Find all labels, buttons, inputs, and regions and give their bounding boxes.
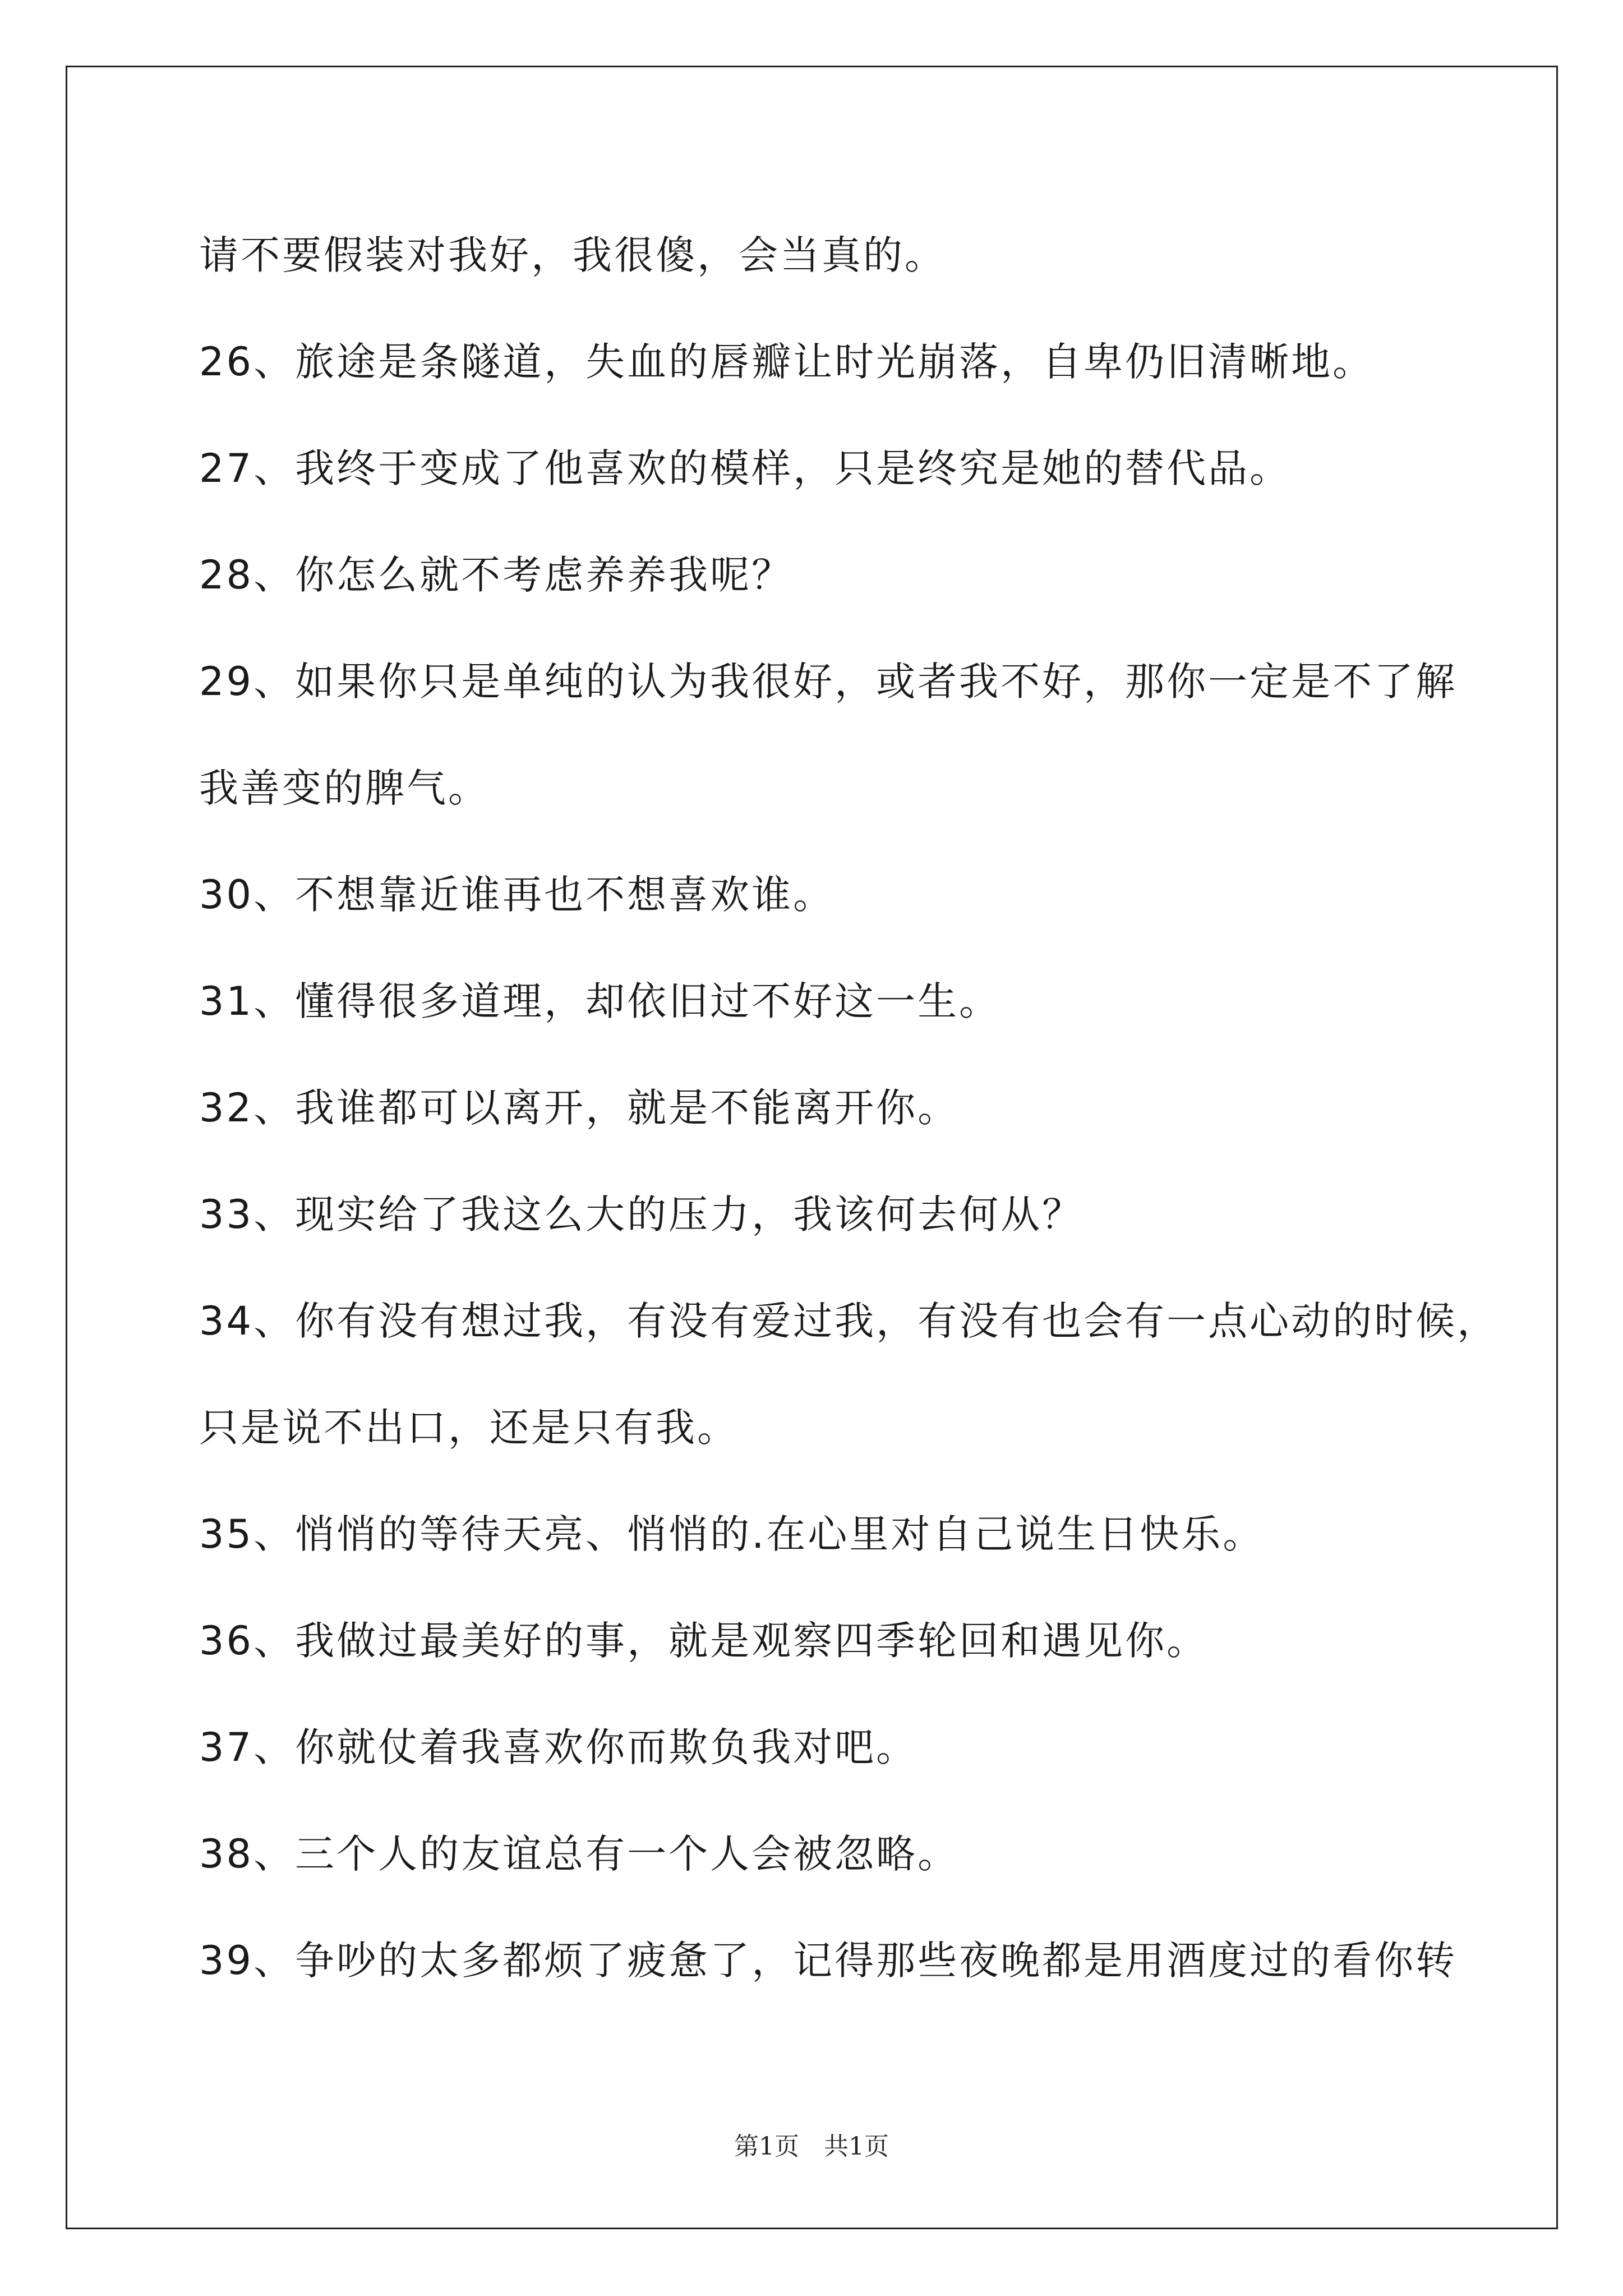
text-line: 36、我做过最美好的事，就是观察四季轮回和遇见你。 bbox=[199, 1618, 1209, 1664]
text-line: 26、旅途是条隧道，失血的唇瓣让时光崩落，自卑仍旧清晰地。 bbox=[199, 339, 1375, 385]
text-line: 32、我谁都可以离开，就是不能离开你。 bbox=[199, 1085, 960, 1131]
page-footer bbox=[0, 2126, 1623, 2162]
text-line: 38、三个人的友谊总有一个人会被忽略。 bbox=[199, 1831, 960, 1877]
text-line: 我善变的脾气。 bbox=[199, 765, 490, 811]
text-line: 35、悄悄的等待天亮、悄悄的.在心里对自己说生日快乐。 bbox=[199, 1511, 1265, 1557]
text-line: 34、你有没有想过我，有没有爱过我，有没有也会有一点心动的时候， bbox=[199, 1298, 1499, 1344]
text-line: 请不要假装对我好，我很傻，会当真的。 bbox=[199, 232, 946, 278]
text-line: 31、懂得很多道理，却依旧过不好这一生。 bbox=[199, 978, 1001, 1024]
page-total: 共1页 bbox=[824, 2132, 889, 2161]
text-line: 29、如果你只是单纯的认为我很好，或者我不好，那你一定是不了解 bbox=[199, 659, 1458, 705]
page-number: 第1页 bbox=[734, 2132, 799, 2161]
text-line: 39、争吵的太多都烦了疲惫了，记得那些夜晚都是用酒度过的看你转 bbox=[199, 1938, 1458, 1984]
text-line: 33、现实给了我这么大的压力，我该何去何从？ bbox=[199, 1191, 1084, 1237]
text-line: 37、你就仗着我喜欢你而欺负我对吧。 bbox=[199, 1724, 918, 1770]
document-body bbox=[199, 202, 1499, 2014]
text-line: 30、不想靠近谁再也不想喜欢谁。 bbox=[199, 872, 835, 918]
text-line: 只是说不出口，还是只有我。 bbox=[199, 1405, 739, 1451]
text-line: 27、我终于变成了他喜欢的模样，只是终究是她的替代品。 bbox=[199, 445, 1292, 491]
text-line: 28、你怎么就不考虑养养我呢？ bbox=[199, 552, 794, 598]
